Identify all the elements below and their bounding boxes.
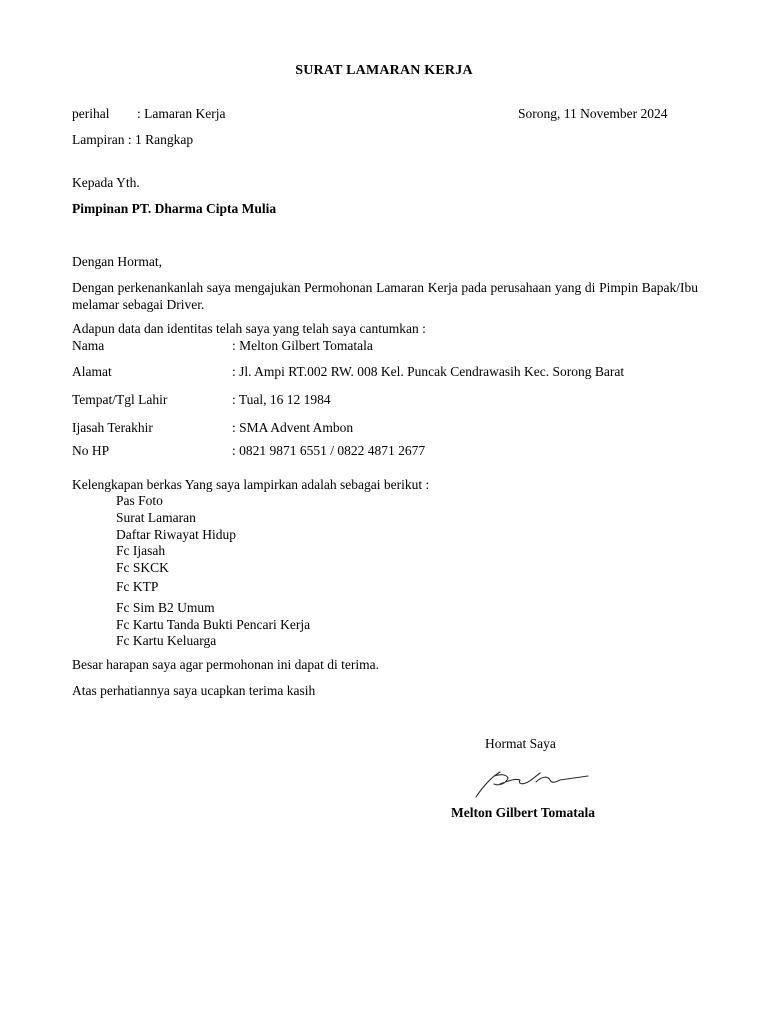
identity-value-alamat: : Jl. Ampi RT.002 RW. 008 Kel. Puncak Cendrawasih Kec. Sorong Barat (232, 364, 625, 379)
signoff: Hormat Saya (485, 736, 556, 751)
place-date: Sorong, 11 November 2024 (518, 106, 668, 121)
identity-value-nohp: : 0821 9871 6551 / 0822 4871 2677 (232, 443, 426, 458)
closing-thanks: Atas perhatiannya saya ucapkan terima kasih (72, 683, 316, 698)
identity-label-ijasah: Ijasah Terakhir (72, 420, 153, 435)
identity-label-ttl: Tempat/Tgl Lahir (72, 392, 168, 407)
intro-paragraph: Dengan perkenankanlah saya mengajukan Permohonan Lamaran Kerja pada perusahaan yang di Pimpin Bapak/Ibu melamar sebagai Driver. (72, 280, 698, 312)
list-item: Surat Lamaran (116, 509, 196, 525)
closing-hope: Besar harapan saya agar permohonan ini dapat di terima. (72, 657, 379, 672)
lampiran-line: Lampiran : 1 Rangkap (72, 132, 194, 147)
identity-value-ttl: : Tual, 16 12 1984 (232, 392, 331, 407)
perihal-value: : Lamaran Kerja (137, 106, 226, 121)
identity-label-nama: Nama (72, 338, 105, 353)
letter-title: SURAT LAMARAN KERJA (295, 63, 473, 78)
recipient-name: Pimpinan PT. Dharma Cipta Mulia (72, 201, 277, 216)
signer-name: Melton Gilbert Tomatala (451, 805, 595, 820)
perihal-label: perihal (72, 106, 110, 121)
list-item: Fc KTP (116, 578, 159, 594)
list-item: Fc Kartu Tanda Bukti Pencari Kerja (116, 616, 311, 632)
recipient-salutation: Kepada Yth. (72, 175, 140, 190)
opening-greeting: Dengan Hormat, (72, 254, 162, 269)
attachments-list (116, 493, 310, 650)
identity-label-alamat: Alamat (72, 364, 112, 379)
data-intro: Adapun data dan identitas telah saya yang telah saya cantumkan : (72, 321, 426, 336)
list-item: Fc Kartu Keluarga (116, 633, 217, 649)
identity-label-nohp: No HP (72, 443, 110, 458)
list-item: Fc Ijasah (116, 543, 166, 559)
identity-value-nama: : Melton Gilbert Tomatala (232, 338, 373, 353)
list-item: Pas Foto (116, 493, 163, 508)
list-item: Fc Sim B2 Umum (116, 599, 215, 615)
identity-value-ijasah: : SMA Advent Ambon (232, 420, 354, 435)
handwritten-signature (470, 766, 590, 802)
list-item: Fc SKCK (116, 560, 169, 576)
attachments-intro: Kelengkapan berkas Yang saya lampirkan adalah sebagai berikut : (72, 477, 430, 492)
list-item: Daftar Riwayat Hidup (116, 526, 236, 542)
